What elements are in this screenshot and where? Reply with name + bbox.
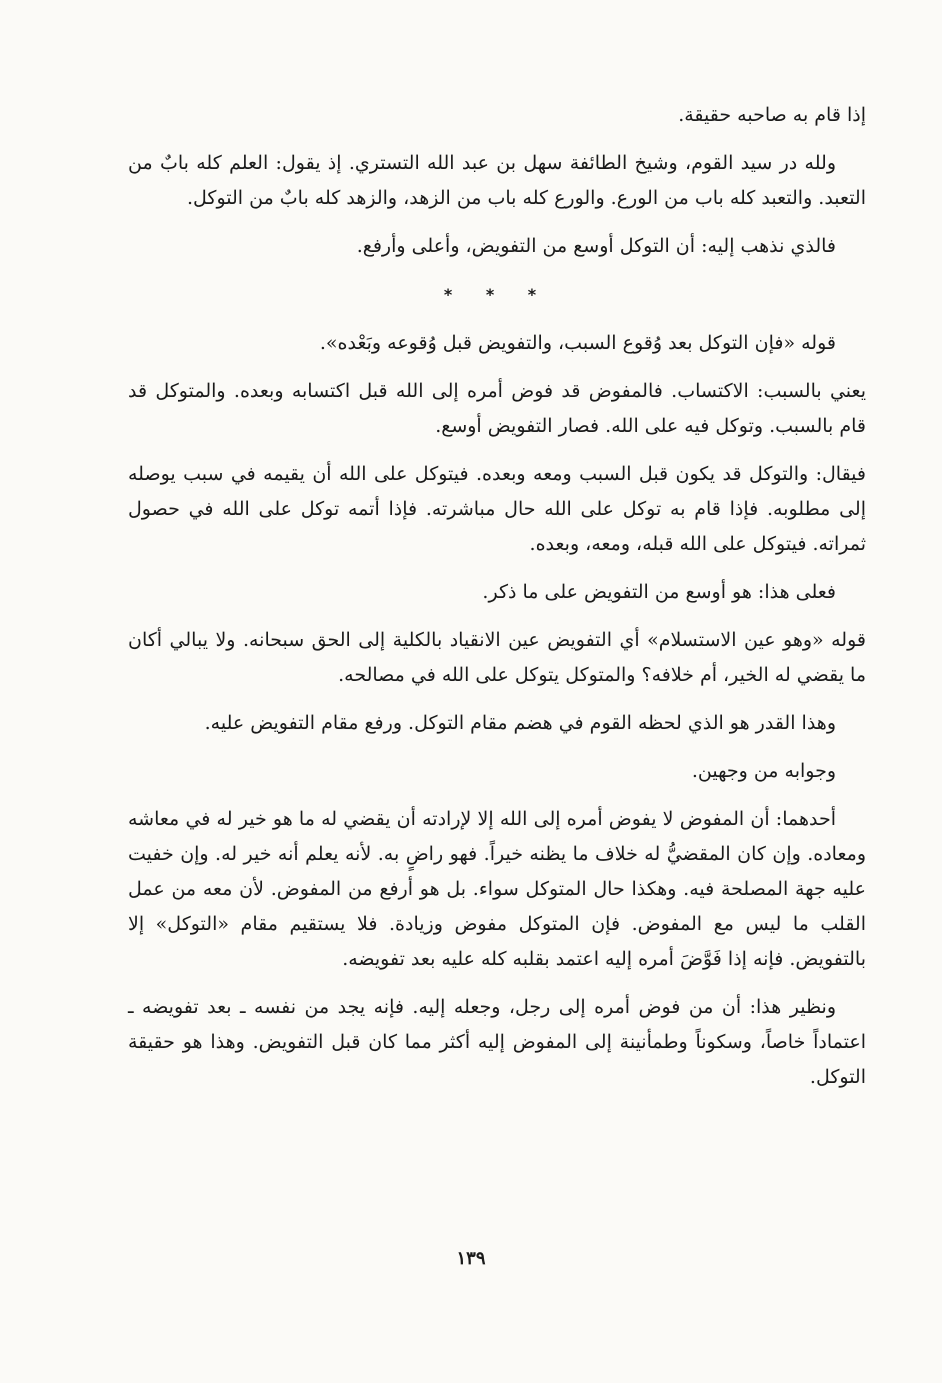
page-body (128, 98, 866, 1108)
paragraph-therefore: فعلى هذا: هو أوسع من التفويض على ما ذكر. (482, 581, 836, 603)
paragraph-sabab: يعني بالسبب: الاكتساب. فالمفوض قد فوض أمره إلى الله قبل اكتسابه وبعده. والمتوكل قد قام بالسبب. وتوكل فيه على الله. فصار التفويض أوسع. (128, 380, 866, 437)
paragraph-conclusion: فالذي نذهب إليه: أن التوكل أوسع من التفويض، وأعلى وأرفع. (356, 235, 836, 257)
page-number: ١٣٩ (456, 1248, 486, 1269)
paragraph-sahl-tustari: ولله در سيد القوم، وشيخ الطائفة سهل بن عبد الله التستري. إذ يقول: العلم كله بابٌ من التعبد. والتعبد كله باب من الورع. والورع كله باب من الزهد، والزهد كله بابٌ من التوكل. (128, 152, 866, 209)
paragraph-quote-tawakkul: قوله «فإن التوكل بعد وُقوع السبب، والتفويض قبل وُقوعه وبَعْده». (319, 332, 836, 354)
section-separator: * * * (443, 285, 551, 304)
paragraph-response: فيقال: والتوكل قد يكون قبل السبب ومعه وبعده. فيتوكل على الله أن يقيمه في سبب يوصله إلى مطلوبه. فإذا قام به توكل على الله حال مباشرته. فإذا أتمه توكل على الله في حصول ثمراته. فيتوكل على الله قبله، ومعه، وبعده. (128, 463, 866, 555)
paragraph-this-measure: وهذا القدر هو الذي لحظه القوم في هضم مقام التوكل. ورفع مقام التفويض عليه. (204, 712, 836, 734)
paragraph-first-answer: أحدهما: أن المفوض لا يفوض أمره إلى الله إلا لإرادته أن يقضي له ما هو خير له في معاشه ومعاده. وإن كان المقضيُّ له خلاف ما يظنه خيراً. فهو راضٍ به. لأنه يعلم أنه خير له. وإن خفيت عليه جهة المصلحة فيه. وهكذا حال المتوكل سواء. بل هو أرفع من المفوض. لأن معه من عمل القلب ما ليس مع المفوض. فإن المتوكل مفوض وزيادة. فلا يستقيم مقام «التوكل» إلا بالتفويض. فإنه إذا فَوَّضَ أمره إليه اعتمد بقلبه كله عليه بعد تفويضه. (128, 808, 866, 970)
paragraph-quote-istislam: قوله «وهو عين الاستسلام» أي التفويض عين الانقياد بالكلية إلى الحق سبحانه. ولا يبالي أكان ما يقضي له الخير، أم خلافه؟ والمتوكل يتوكل على الله في مصالحه. (128, 629, 866, 686)
paragraph-analogy: ونظير هذا: أن من فوض أمره إلى رجل، وجعله إليه. فإنه يجد من نفسه ـ بعد تفويضه ـ اعتماداً خاصاً، وسكوناً وطمأنينة إلى المفوض إليه أكثر مما كان قبل التفويض. وهذا هو حقيقة التوكل. (128, 996, 866, 1088)
paragraph-continuation: إذا قام به صاحبه حقيقة. (678, 104, 866, 126)
paragraph-two-answers: وجوابه من وجهين. (691, 760, 836, 782)
